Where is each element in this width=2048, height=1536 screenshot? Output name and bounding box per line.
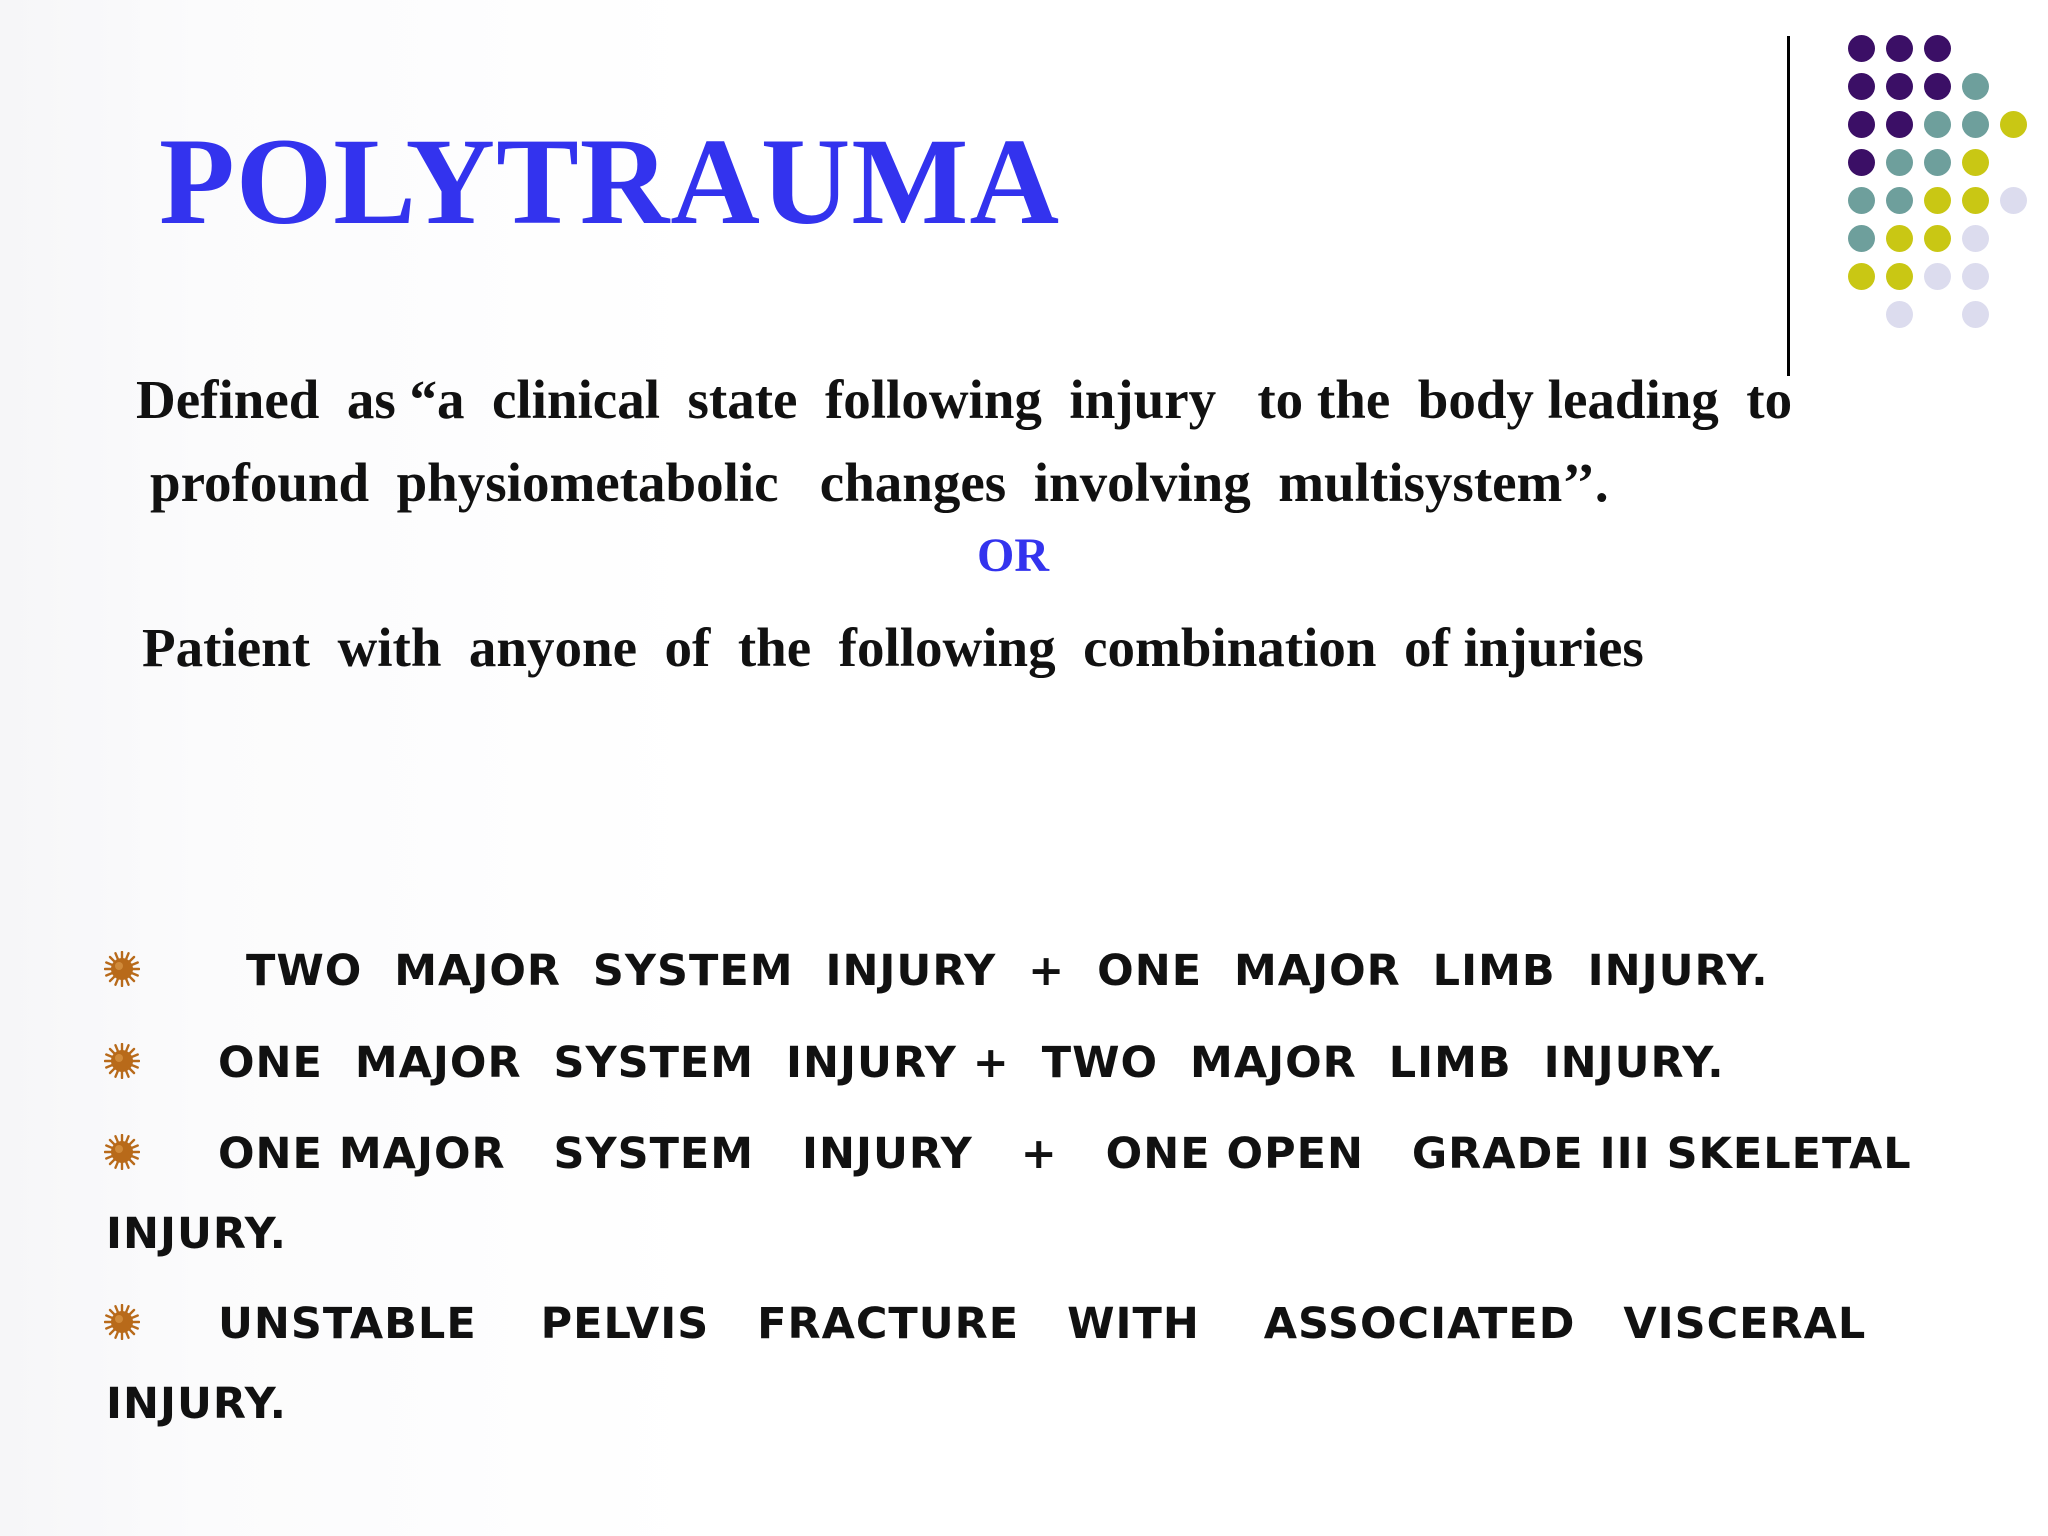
decorative-dot xyxy=(1848,35,1875,62)
decorative-dot xyxy=(1886,301,1913,328)
sunburst-bullet-icon xyxy=(104,1304,140,1340)
decorative-dot xyxy=(1848,187,1875,214)
decorative-dot xyxy=(1848,73,1875,100)
decorative-dot xyxy=(1962,149,1989,176)
definition-line-1: Defined as “a clinical state following injury to the body leading to xyxy=(136,369,1793,430)
decorative-dot xyxy=(1886,225,1913,252)
or-separator: OR xyxy=(977,529,1049,582)
decorative-dot xyxy=(1924,187,1951,214)
decorative-dot xyxy=(1886,263,1913,290)
decorative-dot xyxy=(1848,111,1875,138)
decorative-dot xyxy=(1962,263,1989,290)
decorative-dot xyxy=(1924,111,1951,138)
bullet-item-3: ONE MAJOR SYSTEM INJURY + ONE OPEN GRADE III SKELETAL xyxy=(218,1129,1912,1179)
bullet-item-3-continuation: INJURY. xyxy=(106,1209,288,1259)
bullet-item-2: ONE MAJOR SYSTEM INJURY + TWO MAJOR LIMB INJURY. xyxy=(218,1038,1725,1088)
decorative-dot xyxy=(2000,111,2027,138)
bullet-item-4-continuation: INJURY. xyxy=(106,1379,288,1429)
decorative-dot xyxy=(1886,35,1913,62)
decorative-dot xyxy=(1924,225,1951,252)
decorative-dot xyxy=(1886,111,1913,138)
decorative-dot xyxy=(1924,149,1951,176)
decorative-dot xyxy=(1848,149,1875,176)
decorative-dot xyxy=(1962,73,1989,100)
decorative-dot xyxy=(1962,187,1989,214)
decorative-dot xyxy=(1886,73,1913,100)
decorative-dot xyxy=(1962,301,1989,328)
decorative-vertical-line xyxy=(1787,36,1790,376)
decorative-dot xyxy=(1924,35,1951,62)
decorative-dot xyxy=(2000,187,2027,214)
decorative-dot xyxy=(1924,263,1951,290)
decorative-dot xyxy=(1962,225,1989,252)
decorative-dot xyxy=(1886,187,1913,214)
slide-title: POLYTRAUMA xyxy=(159,113,1061,250)
sunburst-bullet-icon xyxy=(104,1043,140,1079)
bullet-item-4: UNSTABLE PELVIS FRACTURE WITH ASSOCIATED VISCERAL xyxy=(218,1299,1867,1349)
patient-intro-line: Patient with anyone of the following combination of injuries xyxy=(142,617,1644,678)
bullet-item-1: TWO MAJOR SYSTEM INJURY + ONE MAJOR LIMB INJURY. xyxy=(246,946,1769,996)
definition-line-2: profound physiometabolic changes involving multisystem’’. xyxy=(150,452,1609,513)
decorative-dot xyxy=(1886,149,1913,176)
decorative-dot xyxy=(1962,111,1989,138)
sunburst-bullet-icon xyxy=(104,1134,140,1170)
decorative-dot xyxy=(1848,263,1875,290)
sunburst-bullet-icon xyxy=(104,951,140,987)
decorative-dot xyxy=(1848,225,1875,252)
decorative-dot xyxy=(1924,73,1951,100)
